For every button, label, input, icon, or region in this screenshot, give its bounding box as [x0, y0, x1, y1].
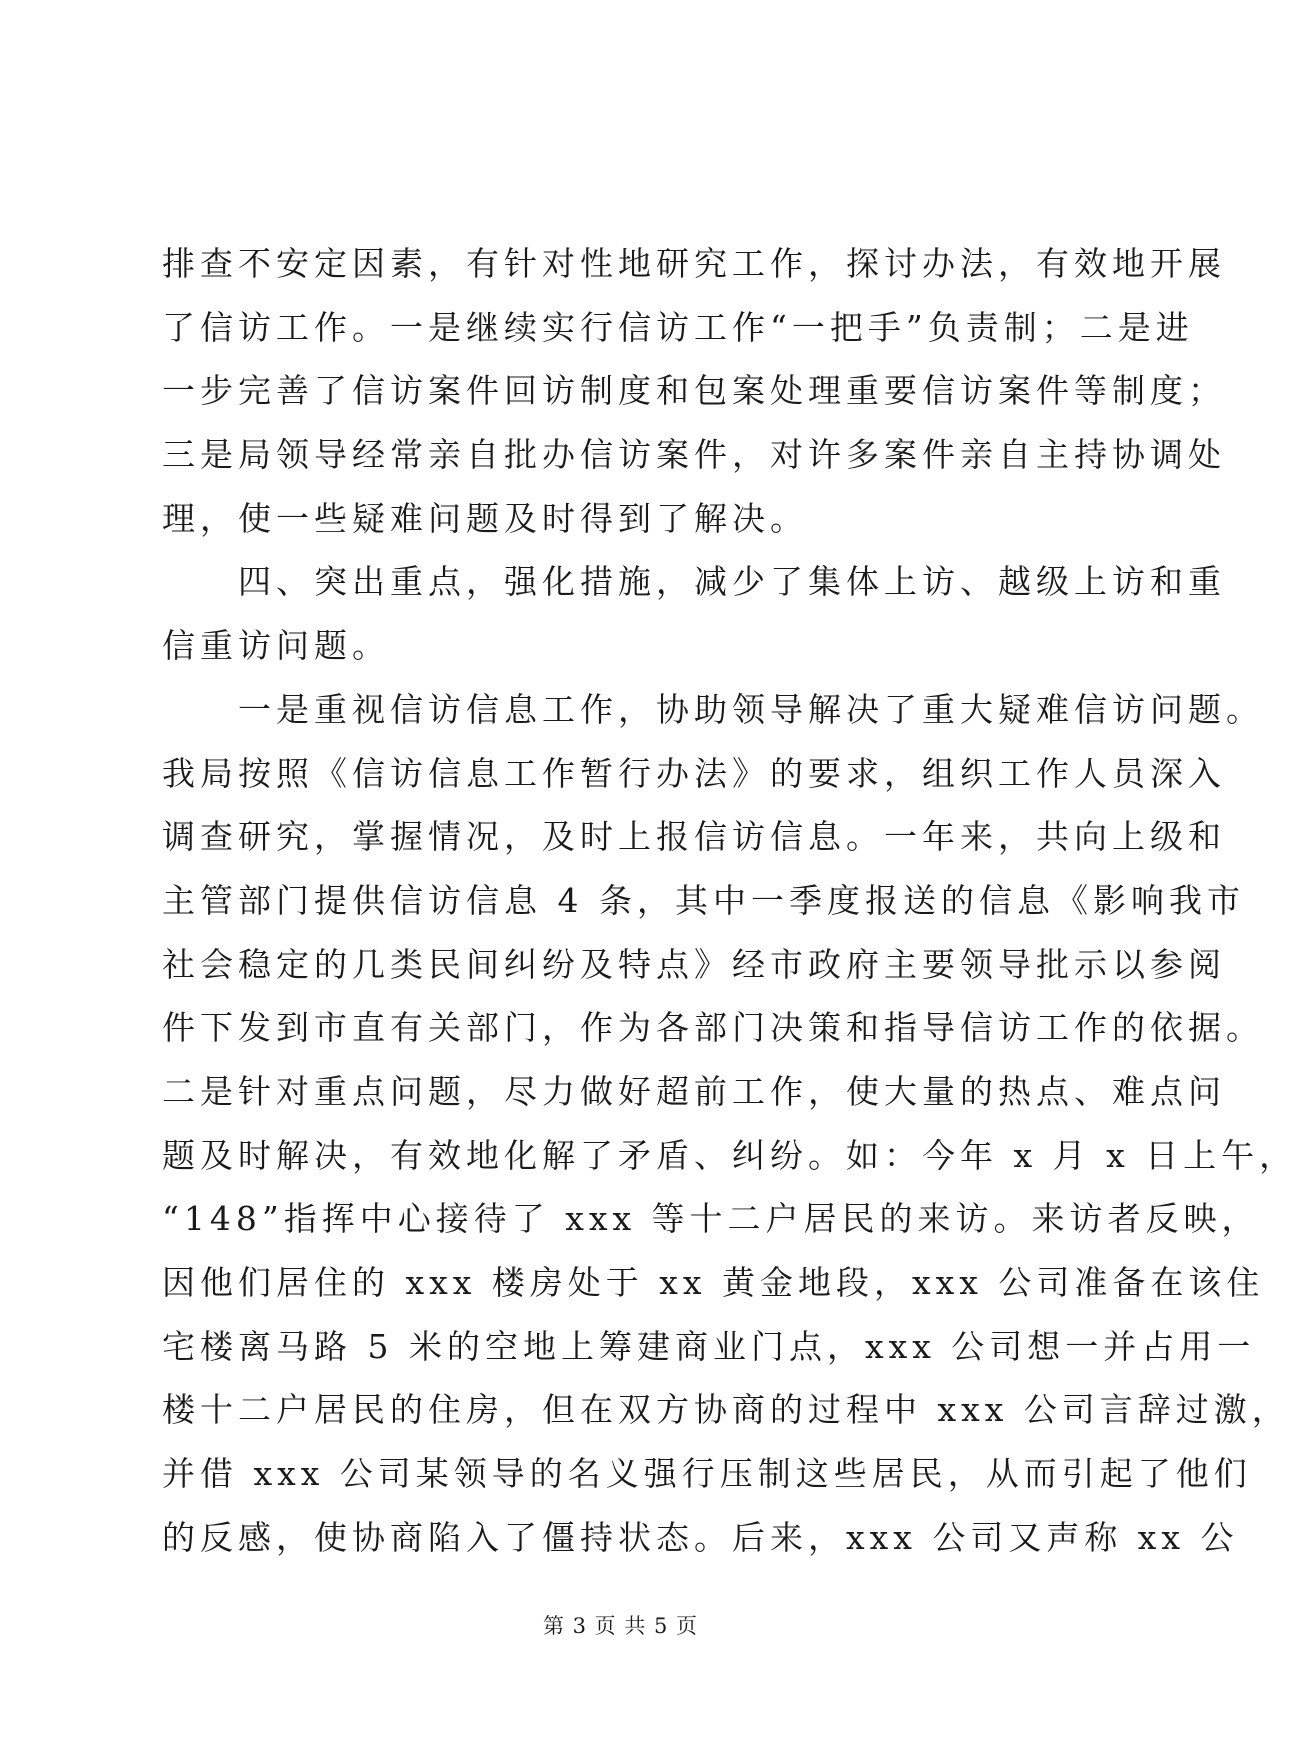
body-text	[162, 232, 1297, 1569]
text-line: 我局按照《信访信息工作暂行办法》的要求，组织工作人员深入	[162, 753, 1226, 793]
paragraph-start-line: 一是重视信访信息工作，协助领导解决了重大疑难信访问题。	[238, 689, 1264, 729]
text-line: 排查不安定因素，有针对性地研究工作，探讨办法，有效地开展	[162, 244, 1226, 283]
text-line: 一步完善了信访案件回访制度和包案处理重要信访案件等制度；	[162, 371, 1226, 411]
page-footer	[0, 1610, 1241, 1640]
text-line: 宅楼离马路 5 米的空地上筹建商业门点，xxx 公司想一并占用一	[162, 1326, 1256, 1366]
text-line: 楼十二户居民的住房，但在双方协商的过程中 xxx 公司言辞过激，	[162, 1390, 1290, 1430]
section-heading-line: 四、突出重点，强化措施，减少了集体上访、越级上访和重	[238, 562, 1226, 602]
text-line: 的反感，使协商陷入了僵持状态。后来，xxx 公司又声称 xx 公	[162, 1517, 1239, 1557]
text-line: “148”指挥中心接待了 xxx 等十二户居民的来访。来访者反映，	[162, 1199, 1260, 1239]
text-line: 题及时解决，有效地化解了矛盾、纠纷。如：今年 x 月 x 日上午，	[162, 1135, 1297, 1175]
text-line: 了信访工作。一是继续实行信访工作“一把手”负责制；二是进	[162, 307, 1194, 347]
page-number: 第 3 页 共 5 页	[542, 1614, 699, 1638]
text-line: 二是针对重点问题，尽力做好超前工作，使大量的热点、难点问	[162, 1071, 1226, 1111]
section-heading-line: 信重访问题。	[162, 626, 390, 666]
text-line: 并借 xxx 公司某领导的名义强行压制这些居民，从而引起了他们	[162, 1454, 1252, 1494]
text-line: 件下发到市直有关部门，作为各部门决策和指导信访工作的依据。	[162, 1008, 1264, 1048]
text-line: 因他们居住的 xxx 楼房处于 xx 黄金地段，xxx 公司准备在该住	[162, 1263, 1265, 1302]
text-line: 主管部门提供信访信息 4 条，其中一季度报送的信息《影响我市	[162, 880, 1245, 920]
text-line: 理，使一些疑难问题及时得到了解决。	[162, 498, 808, 538]
text-line: 调查研究，掌握情况，及时上报信访信息。一年来，共向上级和	[162, 817, 1226, 857]
text-line: 社会稳定的几类民间纠纷及特点》经市政府主要领导批示以参阅	[162, 944, 1226, 984]
text-line: 三是局领导经常亲自批办信访案件，对许多案件亲自主持协调处	[162, 435, 1226, 475]
